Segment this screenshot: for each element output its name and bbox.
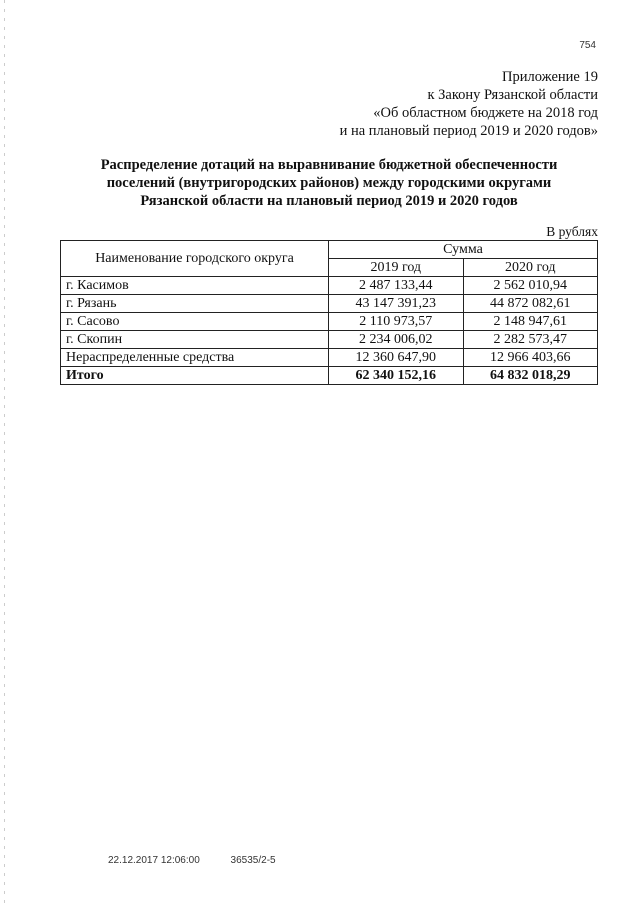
- row-value-2020: 2 148 947,61: [463, 313, 598, 331]
- table-header-row: [61, 241, 598, 259]
- row-value-2020: 12 966 403,66: [463, 349, 598, 367]
- total-value-2019: 62 340 152,16: [329, 367, 464, 385]
- row-value-2020: 2 562 010,94: [463, 277, 598, 295]
- title-line-2: поселений (внутригородских районов) между городскими округами: [106, 175, 552, 191]
- appendix-line-3: «Об областном бюджете на 2018 год: [373, 105, 598, 121]
- total-value-2020: 64 832 018,29: [463, 367, 598, 385]
- row-value-2019: 2 110 973,57: [329, 313, 464, 331]
- appendix-line-2: к Закону Рязанской области: [427, 87, 598, 103]
- header-year-2020: 2020 год: [463, 259, 598, 277]
- appendix-line-1: Приложение 19: [502, 69, 598, 85]
- document-title: [60, 156, 598, 210]
- total-label: Итого: [61, 367, 329, 385]
- header-sum: Сумма: [329, 241, 598, 259]
- page-number: 754: [579, 40, 596, 51]
- table-row: [61, 313, 598, 331]
- row-value-2020: 2 282 573,47: [463, 331, 598, 349]
- footer-code: 36535/2-5: [230, 855, 276, 866]
- row-value-2020: 44 872 082,61: [463, 295, 598, 313]
- table-total-row: [61, 367, 598, 385]
- row-value-2019: 43 147 391,23: [329, 295, 464, 313]
- table-row: [61, 331, 598, 349]
- row-name: г. Скопин: [61, 331, 329, 349]
- footer-timestamp: 22.12.2017 12:06:00: [108, 855, 200, 866]
- row-value-2019: 12 360 647,90: [329, 349, 464, 367]
- table-row: [61, 295, 598, 313]
- row-name: г. Рязань: [61, 295, 329, 313]
- row-name: г. Касимов: [61, 277, 329, 295]
- footer-stamp: [108, 855, 276, 866]
- appendix-header: [340, 68, 598, 140]
- table-row: [61, 349, 598, 367]
- title-line-1: Распределение дотаций на выравнивание бюджетной обеспеченности: [100, 157, 558, 173]
- row-name: Нераспределенные средства: [61, 349, 329, 367]
- subsidy-table: [60, 240, 598, 385]
- units-label: В рублях: [546, 224, 598, 239]
- title-line-3: Рязанской области на плановый период 2019 и 2020 годов: [140, 193, 518, 209]
- table-row: [61, 277, 598, 295]
- header-year-2019: 2019 год: [329, 259, 464, 277]
- row-value-2019: 2 234 006,02: [329, 331, 464, 349]
- scan-edge-artifact: [4, 0, 5, 905]
- row-name: г. Сасово: [61, 313, 329, 331]
- appendix-line-4: и на плановый период 2019 и 2020 годов»: [339, 123, 598, 139]
- header-name: Наименование городского округа: [61, 241, 329, 277]
- row-value-2019: 2 487 133,44: [329, 277, 464, 295]
